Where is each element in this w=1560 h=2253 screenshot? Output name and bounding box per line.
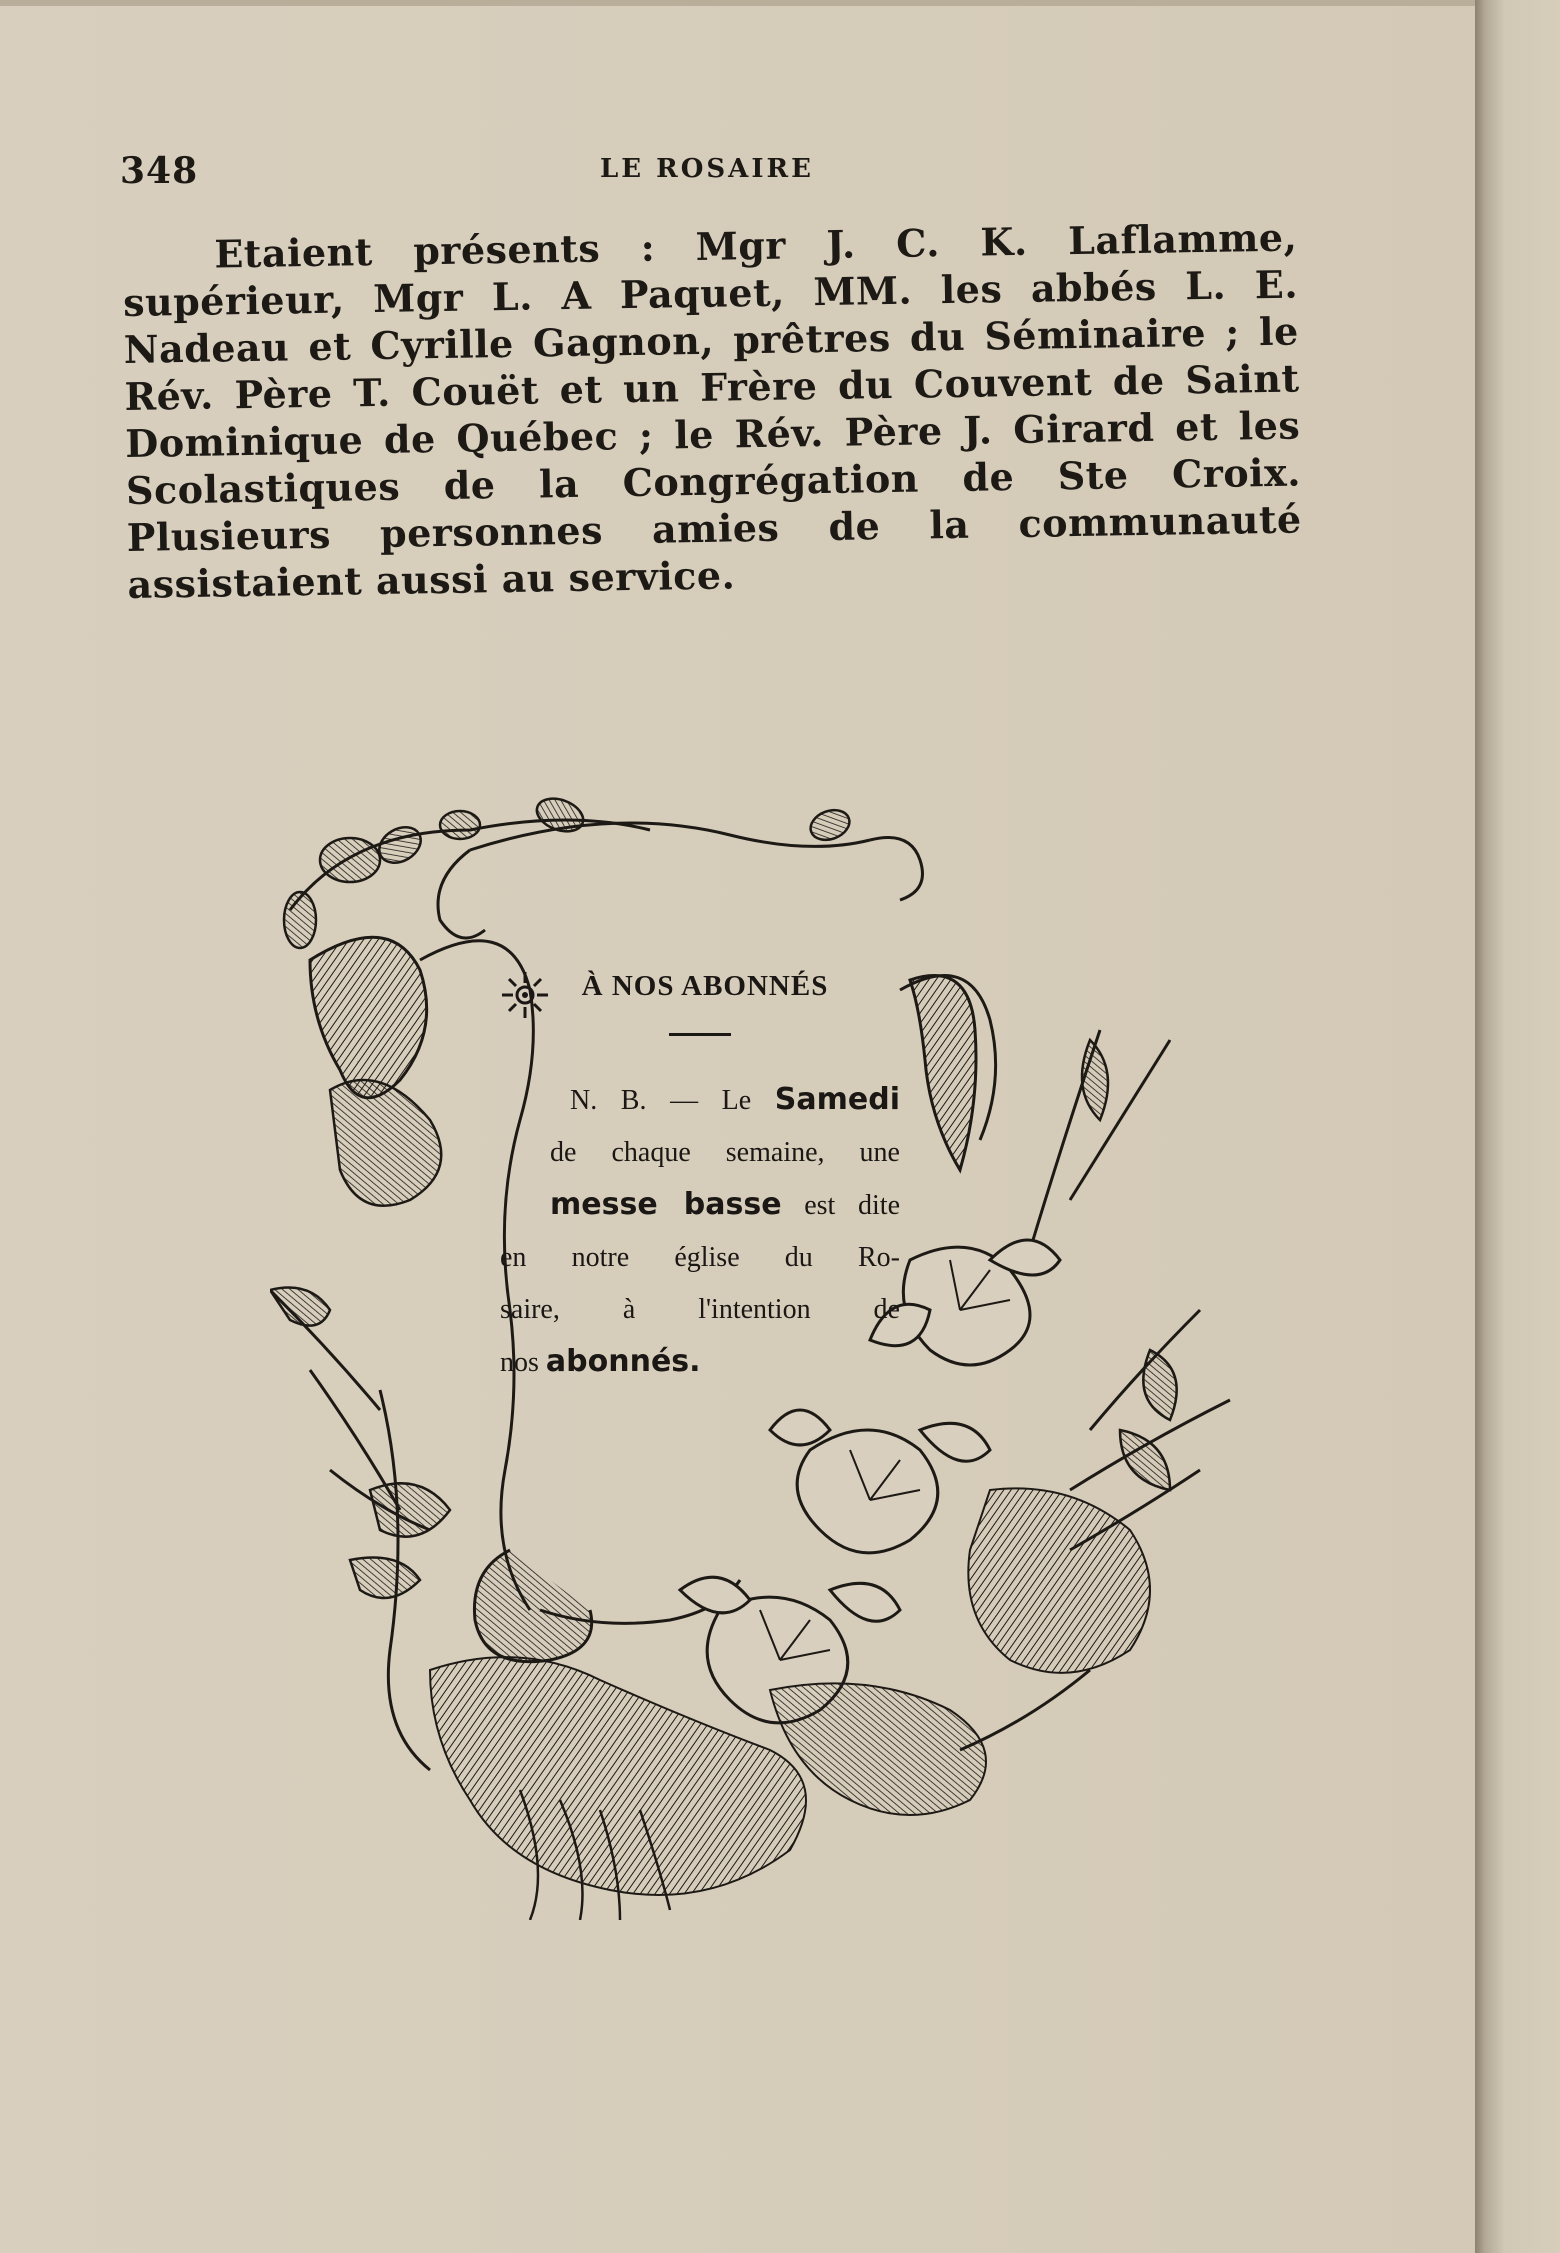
- book-spine-shadow: [1475, 0, 1560, 2253]
- notice-line-2: de chaque semaine, une: [550, 1137, 900, 1168]
- running-head: [120, 150, 1300, 190]
- abonnes-text: abonnés.: [545, 1344, 701, 1379]
- sun-fleuron-icon: [500, 970, 550, 1020]
- top-edge: [0, 0, 1475, 6]
- floral-ornament-frame: [270, 790, 1250, 1920]
- est-dite-text: est dite: [804, 1190, 900, 1221]
- running-title: LE ROSAIRE: [600, 154, 814, 184]
- notice-body: [500, 1074, 900, 1389]
- notice-line-6: [500, 1336, 900, 1389]
- page-number: 348: [120, 150, 199, 192]
- body-paragraph: Etaient présents : Mgr J. C. K. Laflamme, supérieur, Mgr L. A Paquet, MM. les abbés L. E. Nadeau et Cyrille Gagnon, prêtres du Séminaire ; le Rév. Père T. Couët et un Frère du Couvent de Saint Dominique de Québec ; le Rév. Père J. Girard et les Scolastiques de la Congrégation de Ste Croix. Plusieurs personnes amies de la communauté assistaient aussi au service.: [122, 214, 1303, 607]
- notice-title: À NOS ABONNÉS: [581, 970, 829, 1002]
- samedi-text: Samedi: [774, 1082, 900, 1117]
- notice-line-5: saire, à l'intention de: [500, 1294, 900, 1325]
- nb-text: N. B. — Le: [570, 1085, 752, 1116]
- notice-panel: [500, 970, 900, 1389]
- notice-line-3: [500, 1179, 900, 1232]
- notice-divider: [669, 1033, 731, 1036]
- nos-text: nos: [500, 1347, 539, 1378]
- notice-line-1: [500, 1074, 900, 1127]
- messe-basse-text: messe basse: [550, 1187, 782, 1222]
- notice-line-4: en notre église du Ro-: [500, 1242, 900, 1273]
